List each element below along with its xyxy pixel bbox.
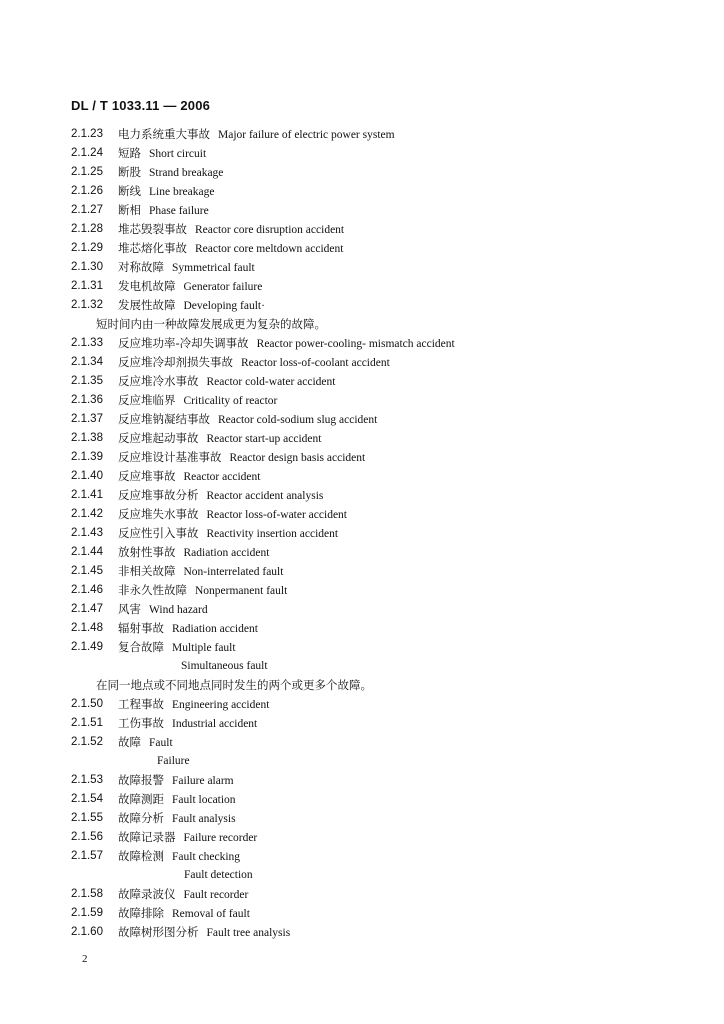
term-number: 2.1.50 (71, 698, 103, 710)
term-chinese: 工程事故 (118, 697, 164, 711)
term-chinese: 反应堆冷水事故 (118, 374, 199, 388)
term-number: 2.1.49 (71, 641, 103, 653)
term-chinese: 反应性引入事故 (118, 526, 199, 540)
term-number: 2.1.23 (71, 128, 103, 140)
term-number: 2.1.51 (71, 717, 103, 729)
term-definition (0, 315, 724, 334)
synonym-text: Simultaneous fault (181, 660, 268, 672)
term-english: Reactor cold-water accident (206, 376, 336, 388)
term-chinese: 断线 (118, 184, 141, 198)
term-text (118, 467, 260, 487)
term-entry (0, 353, 724, 372)
term-chinese: 反应堆起动事故 (118, 431, 199, 445)
term-number: 2.1.31 (71, 280, 103, 292)
term-entry (0, 790, 724, 809)
term-english: Reactor accident (183, 471, 261, 483)
term-chinese: 电力系统重大事故 (118, 127, 210, 141)
term-text (118, 334, 455, 354)
term-chinese: 断股 (118, 165, 141, 179)
term-text (118, 163, 223, 183)
page-number: 2 (82, 953, 88, 965)
term-text (118, 619, 258, 639)
term-number: 2.1.47 (71, 603, 103, 615)
term-chinese: 故障排除 (118, 906, 164, 920)
term-chinese: 堆芯毁裂事故 (118, 222, 187, 236)
term-number: 2.1.55 (71, 812, 103, 824)
term-entry (0, 885, 724, 904)
term-text (118, 524, 338, 544)
term-english: Line breakage (149, 186, 215, 198)
term-text (118, 923, 290, 943)
term-entry (0, 144, 724, 163)
term-text (118, 486, 323, 506)
term-entry (0, 277, 724, 296)
term-chinese: 反应堆事故 (118, 469, 176, 483)
term-english: Fault analysis (172, 813, 236, 825)
term-chinese: 对称故障 (118, 260, 164, 274)
term-number: 2.1.46 (71, 584, 103, 596)
term-english: Reactor cold-sodium slug accident (218, 414, 378, 426)
term-english: Nonpermanent fault (195, 585, 288, 597)
term-text (118, 771, 234, 791)
term-english: Reactivity insertion accident (206, 528, 339, 540)
term-english: Failure recorder (183, 832, 258, 844)
term-english: Industrial accident (172, 718, 258, 730)
term-text (118, 144, 206, 164)
term-number: 2.1.57 (71, 850, 103, 862)
term-chinese: 故障记录器 (118, 830, 176, 844)
term-chinese: 反应堆临界 (118, 393, 176, 407)
term-chinese: 故障树形图分析 (118, 925, 199, 939)
synonym-text: Fault detection (184, 869, 253, 881)
synonym-text: Failure (157, 755, 190, 767)
term-number: 2.1.34 (71, 356, 103, 368)
term-number: 2.1.36 (71, 394, 103, 406)
term-number: 2.1.39 (71, 451, 103, 463)
term-chinese: 反应堆钠凝结事故 (118, 412, 210, 426)
term-english: Short circuit (149, 148, 207, 160)
term-chinese: 风害 (118, 602, 141, 616)
term-text (118, 809, 236, 829)
term-entry (0, 771, 724, 790)
term-chinese: 堆芯熔化事故 (118, 241, 187, 255)
term-text (118, 353, 390, 373)
term-text (118, 258, 255, 278)
term-english: Multiple fault (172, 642, 236, 654)
term-english: Fault recorder (183, 889, 249, 901)
term-synonym (0, 752, 724, 771)
term-text (118, 543, 269, 563)
term-chinese: 故障 (118, 735, 141, 749)
term-number: 2.1.38 (71, 432, 103, 444)
term-english: Generator failure (183, 281, 263, 293)
term-chinese: 反应堆事故分析 (118, 488, 199, 502)
term-english: Removal of fault (172, 908, 250, 920)
term-number: 2.1.33 (71, 337, 103, 349)
term-entry (0, 809, 724, 828)
term-text (118, 600, 208, 620)
term-entry (0, 410, 724, 429)
term-text (118, 904, 250, 924)
term-number: 2.1.54 (71, 793, 103, 805)
term-chinese: 故障报警 (118, 773, 164, 787)
term-entry (0, 239, 724, 258)
term-english: Engineering accident (172, 699, 270, 711)
term-number: 2.1.42 (71, 508, 103, 520)
term-chinese: 发展性故障 (118, 298, 176, 312)
term-english: Criticality of reactor (183, 395, 278, 407)
term-number: 2.1.53 (71, 774, 103, 786)
term-number: 2.1.32 (71, 299, 103, 311)
term-chinese: 非相关故障 (118, 564, 176, 578)
term-number: 2.1.48 (71, 622, 103, 634)
term-number: 2.1.56 (71, 831, 103, 843)
term-number: 2.1.24 (71, 147, 103, 159)
term-entry (0, 220, 724, 239)
term-english: Symmetrical fault (172, 262, 255, 274)
term-entry (0, 448, 724, 467)
term-english: Wind hazard (149, 604, 208, 616)
term-chinese: 故障检测 (118, 849, 164, 863)
term-english: Radiation accident (172, 623, 258, 635)
term-english: Fault (149, 737, 173, 749)
term-number: 2.1.29 (71, 242, 103, 254)
term-entry (0, 429, 724, 448)
term-entry (0, 562, 724, 581)
term-entry (0, 505, 724, 524)
term-entry (0, 201, 724, 220)
term-english: Reactor accident analysis (206, 490, 324, 502)
term-english: Phase failure (149, 205, 209, 217)
term-text (118, 562, 283, 582)
term-text (118, 505, 347, 525)
term-text (118, 296, 265, 316)
term-entry (0, 828, 724, 847)
term-text (118, 448, 365, 468)
term-chinese: 放射性事故 (118, 545, 176, 559)
term-text (118, 239, 343, 259)
term-entry (0, 638, 724, 657)
term-chinese: 发电机故障 (118, 279, 176, 293)
term-chinese: 反应堆冷却剂损失事故 (118, 355, 233, 369)
term-number: 2.1.35 (71, 375, 103, 387)
term-entry (0, 391, 724, 410)
term-number: 2.1.30 (71, 261, 103, 273)
term-entry (0, 619, 724, 638)
term-text (118, 201, 209, 221)
term-english: Radiation accident (183, 547, 270, 559)
term-text (118, 885, 248, 905)
term-number: 2.1.60 (71, 926, 103, 938)
term-number: 2.1.40 (71, 470, 103, 482)
term-number: 2.1.25 (71, 166, 103, 178)
term-chinese: 工伤事故 (118, 716, 164, 730)
term-english: Reactor design basis accident (229, 452, 366, 464)
term-english: Failure alarm (172, 775, 234, 787)
term-entry (0, 486, 724, 505)
term-entry (0, 524, 724, 543)
definition-text: 短时间内由一种故障发展成更为复杂的故障。 (96, 317, 326, 331)
term-text (118, 695, 269, 715)
term-text (118, 638, 236, 658)
term-entry (0, 600, 724, 619)
term-chinese: 反应堆功率-冷却失调事故 (118, 336, 249, 350)
term-chinese: 辐射事故 (118, 621, 164, 635)
term-entry (0, 581, 724, 600)
term-entry (0, 296, 724, 315)
term-entry (0, 904, 724, 923)
term-synonym (0, 657, 724, 676)
term-text (118, 733, 173, 753)
term-text (118, 410, 377, 430)
term-definition (0, 676, 724, 695)
term-english: Reactor start-up accident (206, 433, 322, 445)
term-entry (0, 847, 724, 866)
document-header: DL / T 1033.11 — 2006 (71, 98, 211, 113)
term-text (118, 828, 257, 848)
term-chinese: 短路 (118, 146, 141, 160)
term-number: 2.1.52 (71, 736, 103, 748)
term-english: Fault checking (172, 851, 241, 863)
term-text (118, 182, 214, 202)
term-text (118, 220, 344, 240)
term-entry (0, 543, 724, 562)
term-entry (0, 923, 724, 942)
term-english: Strand breakage (149, 167, 224, 179)
term-english: Fault tree analysis (206, 927, 291, 939)
term-text (118, 714, 257, 734)
term-number: 2.1.27 (71, 204, 103, 216)
term-chinese: 故障分析 (118, 811, 164, 825)
term-english: Reactor loss-of-coolant accident (241, 357, 390, 369)
term-list (0, 125, 724, 942)
term-english: Developing fault· (183, 300, 265, 312)
term-text (118, 581, 287, 601)
term-number: 2.1.41 (71, 489, 103, 501)
term-text (118, 790, 236, 810)
term-entry (0, 125, 724, 144)
term-chinese: 断相 (118, 203, 141, 217)
term-entry (0, 695, 724, 714)
term-text (118, 429, 321, 449)
term-english: Major failure of electric power system (218, 129, 395, 141)
term-entry (0, 163, 724, 182)
term-number: 2.1.26 (71, 185, 103, 197)
term-synonym (0, 866, 724, 885)
term-entry (0, 714, 724, 733)
term-text (118, 372, 335, 392)
term-number: 2.1.59 (71, 907, 103, 919)
term-number: 2.1.43 (71, 527, 103, 539)
term-english: Fault location (172, 794, 236, 806)
term-text (118, 125, 395, 145)
term-chinese: 反应堆失水事故 (118, 507, 199, 521)
term-entry (0, 334, 724, 353)
term-chinese: 非永久性故障 (118, 583, 187, 597)
term-entry (0, 182, 724, 201)
term-entry (0, 372, 724, 391)
term-entry (0, 733, 724, 752)
definition-text: 在同一地点或不同地点同时发生的两个或更多个故障。 (96, 678, 372, 692)
term-chinese: 反应堆设计基准事故 (118, 450, 222, 464)
term-entry (0, 258, 724, 277)
term-english: Non-interrelated fault (183, 566, 284, 578)
term-chinese: 故障录波仪 (118, 887, 176, 901)
term-number: 2.1.44 (71, 546, 103, 558)
term-text (118, 277, 262, 297)
term-number: 2.1.58 (71, 888, 103, 900)
term-chinese: 复合故障 (118, 640, 164, 654)
term-english: Reactor loss-of-water accident (206, 509, 347, 521)
term-text (118, 847, 240, 867)
term-english: Reactor core meltdown accident (195, 243, 344, 255)
term-entry (0, 467, 724, 486)
term-number: 2.1.37 (71, 413, 103, 425)
term-chinese: 故障测距 (118, 792, 164, 806)
term-text (118, 391, 277, 411)
term-english: Reactor core disruption accident (195, 224, 345, 236)
term-number: 2.1.28 (71, 223, 103, 235)
term-english: Reactor power-cooling- mismatch accident (256, 338, 455, 350)
term-number: 2.1.45 (71, 565, 103, 577)
